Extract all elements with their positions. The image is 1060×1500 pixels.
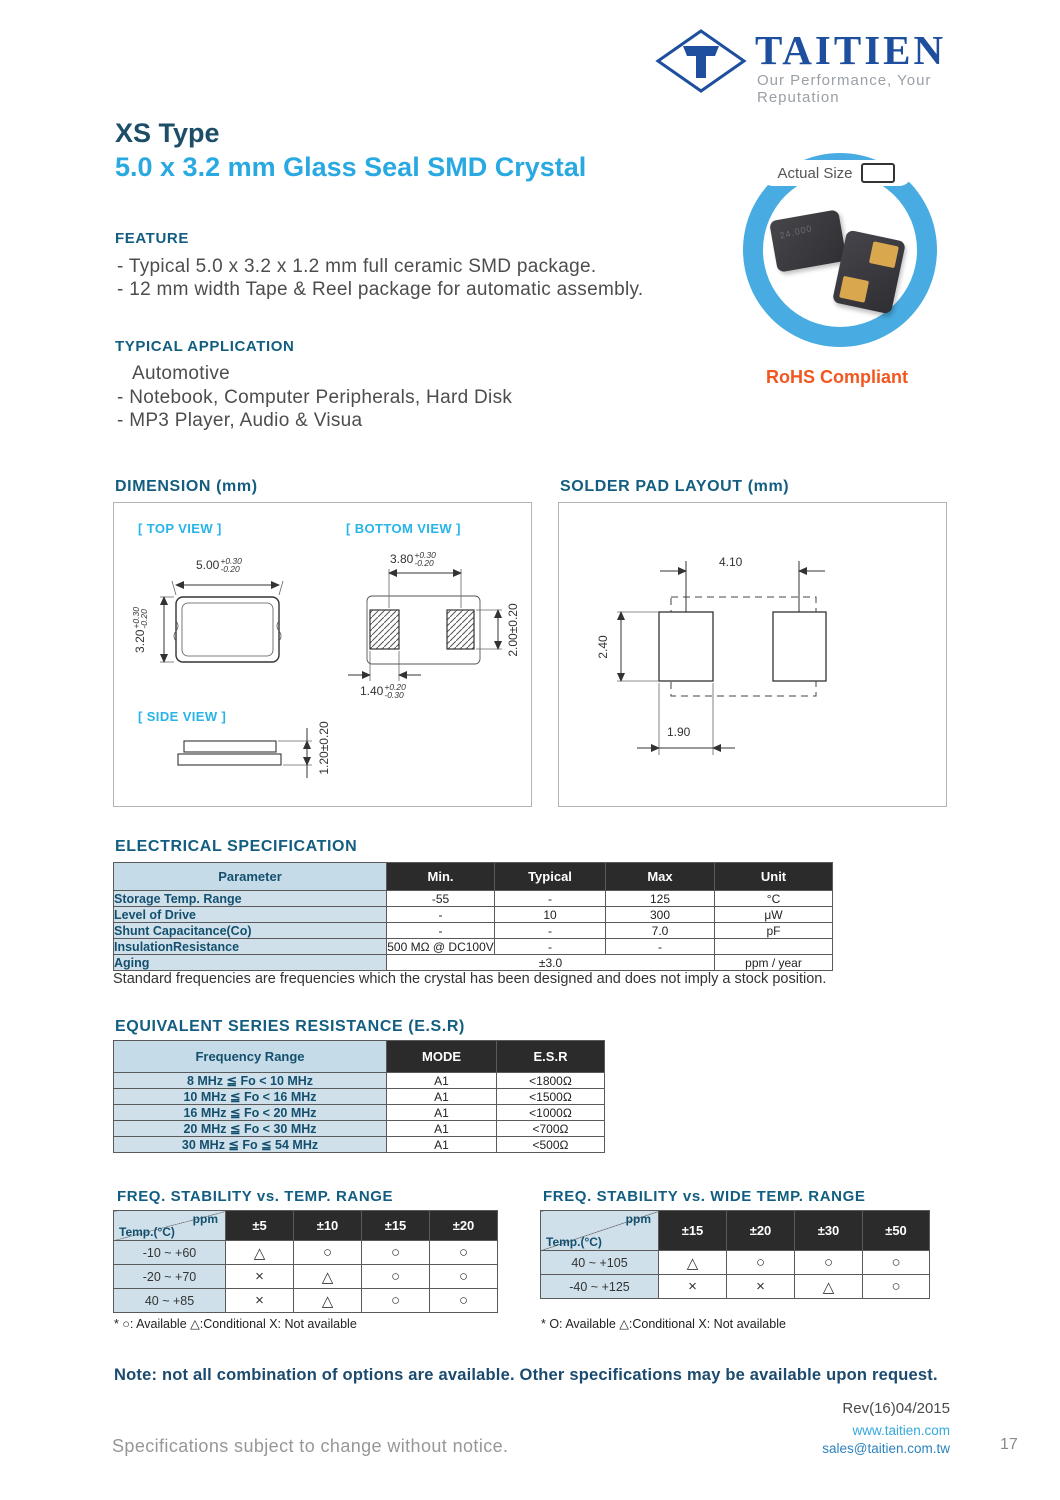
col-header: E.S.R [497,1041,605,1073]
logo-diamond-icon [655,28,747,94]
esr-cell: <1500Ω [497,1089,605,1105]
corner-cell [541,1211,659,1251]
freq-range-cell: 10 MHz ≦ Fo < 16 MHz [114,1089,387,1105]
param-cell: Shunt Capacitance(Co) [114,923,387,939]
value-cell: - [495,923,606,939]
col-header: Typical [495,863,606,891]
solder-pad-width-label: 1.90 [667,725,691,739]
esr-cell: <700Ω [497,1121,605,1137]
col-header: ±10 [294,1211,362,1241]
esr-table [113,1040,605,1153]
col-header: ±5 [226,1211,294,1241]
page-subtitle: 5.0 x 3.2 mm Glass Seal SMD Crystal [115,152,587,182]
value-cell: 125 [606,891,715,907]
table-row [541,1275,930,1299]
value-cell: °C [715,891,833,907]
temp-range-cell: 40 ~ +105 [541,1251,659,1275]
table-row [114,955,833,971]
crystal-pad [869,241,899,268]
table-row [114,1073,605,1089]
dim-thickness-label: 1.20±0.20 [317,721,331,775]
freq-range-cell: 8 MHz ≦ Fo < 10 MHz [114,1073,387,1089]
availability-cell: △ [795,1275,863,1299]
brand-slogan: Our Performance, Your Reputation [757,72,932,106]
temp-range-cell: -40 ~ +125 [541,1275,659,1299]
dim-width-label: 5.00 +0.30 -0.20 [196,556,242,574]
stability-temp-footnote: * ○: Available △:Conditional X: Not available [114,1317,357,1331]
availability-cell: × [226,1265,294,1289]
availability-cell: ○ [430,1241,498,1265]
col-header: Frequency Range [114,1041,387,1073]
mode-cell: A1 [387,1105,497,1121]
col-header: MODE [387,1041,497,1073]
table-header-row [114,863,833,891]
value-cell: - [387,923,495,939]
availability-cell: ○ [362,1265,430,1289]
mode-cell: A1 [387,1121,497,1137]
col-header: ±50 [863,1211,930,1251]
availability-cell: △ [226,1241,294,1265]
corner-ppm-label: ppm [192,1212,218,1226]
actual-size-label [760,160,912,186]
table-row [114,923,833,939]
availability-note: Note: not all combination of options are available. Other specifications may be available upon request. [114,1366,938,1384]
value-cell: ±3.0 [387,955,715,971]
col-header: Min. [387,863,495,891]
application-item: Automotive [132,363,231,384]
application-item: - MP3 Player, Audio & Visua [117,410,363,431]
availability-cell: ○ [294,1241,362,1265]
table-row [114,939,833,955]
mode-cell: A1 [387,1073,497,1089]
solder-pad-height-label: 2.40 [596,635,610,659]
param-cell: Aging [114,955,387,971]
table-row [114,891,833,907]
solder-pad-drawing-box [558,502,947,807]
table-row [114,907,833,923]
value-cell: - [606,939,715,955]
table-row [114,1241,498,1265]
availability-cell: × [727,1275,795,1299]
col-header: Max [606,863,715,891]
feature-heading: FEATURE [115,230,189,247]
top-view-label: [ TOP VIEW ] [138,521,222,536]
freq-range-cell: 30 MHz ≦ Fo ≦ 54 MHz [114,1137,387,1153]
table-row [114,1105,605,1121]
solder-pad-drawing [559,503,946,806]
dim-pad-width-label: 1.40 +0.20 -0.30 [360,682,406,700]
electrical-spec-table [113,862,833,971]
dim-height-label: 3.20 +0.30 -0.20 [131,607,149,653]
application-heading: TYPICAL APPLICATION [115,338,295,355]
electrical-note: Standard frequencies are frequencies which the crystal has been designed and does not imply a stock position. [113,971,827,987]
solder-pad-heading: SOLDER PAD LAYOUT (mm) [560,478,790,495]
value-cell: - [495,939,606,955]
value-cell: 300 [606,907,715,923]
col-header: ±15 [362,1211,430,1241]
temp-range-cell: -20 ~ +70 [114,1265,226,1289]
value-cell: μW [715,907,833,923]
value-cell: pF [715,923,833,939]
table-row [114,1265,498,1289]
crystal-marking: 24.000 [778,223,814,241]
col-header: ±20 [430,1211,498,1241]
actual-size-text: Actual Size [777,164,853,182]
availability-cell: ○ [362,1241,430,1265]
table-row [114,1089,605,1105]
table-row [114,1137,605,1153]
electrical-heading: ELECTRICAL SPECIFICATION [115,838,358,855]
revision-label: Rev(16)04/2015 [842,1400,950,1417]
temp-range-cell: -10 ~ +60 [114,1241,226,1265]
value-cell: 10 [495,907,606,923]
value-cell: 7.0 [606,923,715,939]
dimension-drawing-box [113,502,532,807]
col-header: Parameter [114,863,387,891]
availability-cell: ○ [727,1251,795,1275]
actual-size-rect-icon [861,163,895,183]
availability-cell: ○ [863,1275,930,1299]
esr-cell: <1800Ω [497,1073,605,1089]
value-cell [715,939,833,955]
esr-cell: <1000Ω [497,1105,605,1121]
rohs-compliant-label: RoHS Compliant [766,367,908,387]
solder-span-label: 4.10 [719,555,743,569]
stability-temp-heading: FREQ. STABILITY vs. TEMP. RANGE [117,1188,394,1205]
col-header: Unit [715,863,833,891]
logo [655,26,955,106]
footer-disclaimer: Specifications subject to change without notice. [112,1436,509,1456]
esr-cell: <500Ω [497,1137,605,1153]
corner-cell [114,1211,226,1241]
param-cell: Storage Temp. Range [114,891,387,907]
page-title: XS Type [115,118,220,148]
freq-range-cell: 16 MHz ≦ Fo < 20 MHz [114,1105,387,1121]
crystal-pad [839,276,869,303]
dim-pad-height-label: 2.00±0.20 [506,603,520,657]
value-cell: - [387,907,495,923]
stability-wide-table [540,1210,930,1299]
table-header-row [114,1211,498,1241]
brand-name: TAITIEN [755,27,947,73]
corner-temp-label: Temp.(°C) [119,1225,175,1239]
feature-item: - Typical 5.0 x 3.2 x 1.2 mm full ceramic SMD package. [117,256,597,277]
stability-wide-heading: FREQ. STABILITY vs. WIDE TEMP. RANGE [543,1188,866,1205]
col-header: ±20 [727,1211,795,1251]
mode-cell: A1 [387,1137,497,1153]
col-header: ±30 [795,1211,863,1251]
dimension-heading: DIMENSION (mm) [115,478,258,495]
corner-temp-label: Temp.(°C) [546,1235,602,1249]
temp-range-cell: 40 ~ +85 [114,1289,226,1313]
table-row [114,1121,605,1137]
dim-pad-span-label: 3.80 +0.30 -0.20 [390,550,436,568]
side-view-label: [ SIDE VIEW ] [138,709,227,724]
bottom-view-label: [ BOTTOM VIEW ] [346,521,461,536]
application-item: - Notebook, Computer Peripherals, Hard Disk [117,387,513,408]
value-cell: - [495,891,606,907]
table-row [114,1289,498,1313]
availability-cell: ○ [362,1289,430,1313]
table-header-row [541,1211,930,1251]
table-row [541,1251,930,1275]
website-link[interactable]: www.taitien.com [852,1423,950,1438]
mode-cell: A1 [387,1089,497,1105]
feature-item: - 12 mm width Tape & Reel package for automatic assembly. [117,279,644,300]
esr-heading: EQUIVALENT SERIES RESISTANCE (E.S.R) [115,1018,465,1035]
availability-cell: ○ [863,1251,930,1275]
value-cell: 500 MΩ @ DC100V [387,939,494,954]
stability-wide-footnote: * O: Available △:Conditional X: Not available [541,1317,786,1331]
availability-cell: × [659,1275,727,1299]
availability-cell: × [226,1289,294,1313]
availability-cell: △ [294,1289,362,1313]
page-number: 17 [1000,1436,1018,1453]
value-cell: ppm / year [715,955,833,971]
corner-ppm-label: ppm [625,1212,651,1226]
param-cell: InsulationResistance [114,939,387,955]
availability-cell: ○ [430,1289,498,1313]
param-cell: Level of Drive [114,907,387,923]
email-link[interactable]: sales@taitien.com.tw [822,1441,950,1456]
availability-cell: ○ [795,1251,863,1275]
availability-cell: △ [659,1251,727,1275]
availability-cell: △ [294,1265,362,1289]
col-header: ±15 [659,1211,727,1251]
freq-range-cell: 20 MHz ≦ Fo < 30 MHz [114,1121,387,1137]
table-header-row [114,1041,605,1073]
availability-cell: ○ [430,1265,498,1289]
value-cell: -55 [387,891,495,907]
stability-temp-table [113,1210,498,1313]
